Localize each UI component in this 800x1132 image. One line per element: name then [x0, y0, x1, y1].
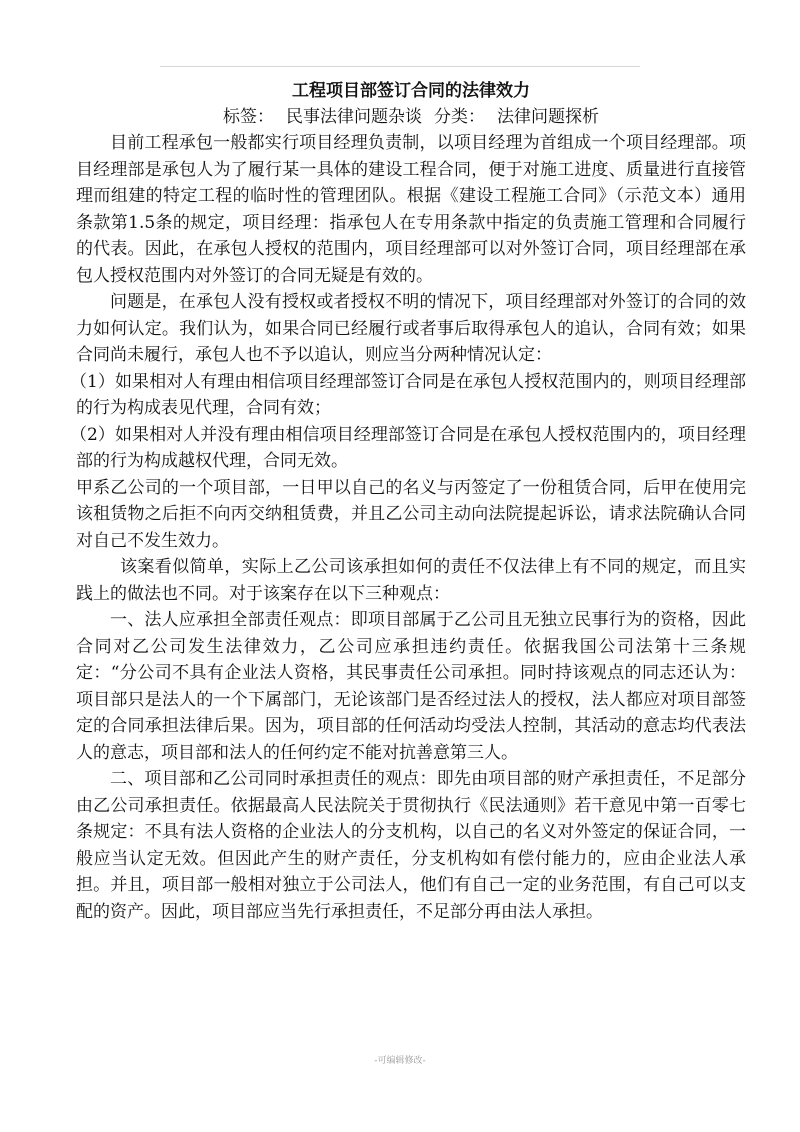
paragraph-view-1: 一、法人应承担全部责任观点：即项目部属于乙公司且无独立民事行为的资格，因此合同对乙公司发生法律效力，乙公司应承担违约责任。依据我国公司法第十三条规定：“分公司不具有企业法人资格，其民事责任公司承担。同时持该观点的同志还认为：项目部只是法人的一个下属部门，无论该部门是否经过法人的授权，法人都应对项目部签定的合同承担法律后果。因为，项目部的任何活动均受法人控制，其活动的意志均代表法人的意志，项目部和法人的任何约定不能对抗善意第三人。: [76, 610, 746, 763]
paragraph-example: 甲系乙公司的一个项目部，一日甲以自己的名义与丙签定了一份租赁合同，后甲在使用完该租赁物之后拒不向丙交纳租赁费，并且乙公司主动向法院提起诉讼，请求法院确认合同对自己不发生效力。: [76, 477, 746, 551]
category-label: 分类：: [434, 107, 485, 127]
tag-line: [76, 104, 746, 130]
document-title: 工程项目部签订合同的法律效力: [292, 81, 530, 101]
document-body: [70, 78, 746, 925]
paragraph-intro: 目前工程承包一般都实行项目经理负责制，以项目经理为首组成一个项目经理部。项目经理部是承包人为了履行某一具体的建设工程合同，便于对施工进度、质量进行直接管理而组建的特定工程的临时性的管理团队。根据《建设工程施工合同》（示范文本）通用条款第1.5条的规定，项目经理：指承包人在专用条款中指定的负责施工管理和合同履行的代表。因此，在承包人授权的范围内，项目经理部可以对外签订合同，项目经理部在承包人授权范围内对外签订的合同无疑是有效的。: [76, 133, 746, 286]
header-rule: [160, 66, 640, 67]
paragraph-view-2: 二、项目部和乙公司同时承担责任的观点：即先由项目部的财产承担责任，不足部分由乙公司承担责任。依据最高人民法院关于贯彻执行《民法通则》若干意见中第一百零七条规定：不具有法人资格的企业法人的分支机构，以自己的名义对外签定的保证合同，一般应当认定无效。但因此产生的财产责任，分支机构如有偿付能力的，应由企业法人承担。并且，项目部一般相对独立于公司法人，他们有自己一定的业务范围，有自己可以支配的资产。因此，项目部应当先行承担责任，不足部分再由法人承担。: [76, 769, 746, 922]
tag-label: 标签：: [223, 107, 274, 127]
tag-value: 民事法律问题杂谈: [286, 107, 422, 127]
category-value: 法律问题探析: [497, 107, 599, 127]
page-footer: -可编辑修改-: [374, 1056, 426, 1066]
paragraph-case-1: （1）如果相对人有理由相信项目经理部签订合同是在承包人授权范围内的，则项目经理部的行为构成表见代理，合同有效；: [70, 371, 746, 418]
paragraph-case-2: （2）如果相对人并没有理由相信项目经理部签订合同是在承包人授权范围内的，项目经理部的行为构成越权代理，合同无效。: [70, 424, 746, 471]
paragraph-analysis: 该案看似简单，实际上乙公司该承担如何的责任不仅法律上有不同的规定，而且实践上的做法也不同。对于该案存在以下三种观点：: [76, 557, 746, 604]
paragraph-question: 问题是，在承包人没有授权或者授权不明的情况下，项目经理部对外签订的合同的效力如何认定。我们认为，如果合同已经履行或者事后取得承包人的追认，合同有效；如果合同尚未履行，承包人也不予以追认，则应当分两种情况认定：: [76, 292, 746, 365]
